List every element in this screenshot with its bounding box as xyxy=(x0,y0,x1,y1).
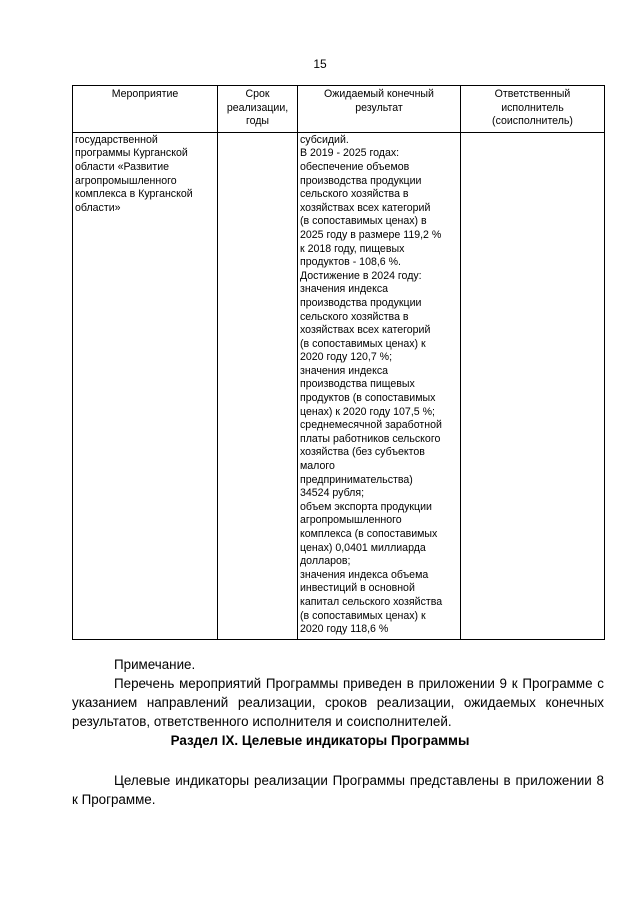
header-result xyxy=(298,86,461,133)
cell-event-text: государственной программы Курганской области «Развитие агропромышленного комплекса в Курганской области» xyxy=(75,133,193,214)
section-heading: Раздел IX. Целевые индикаторы Программы xyxy=(170,733,470,748)
cell-period xyxy=(218,132,298,639)
activities-table xyxy=(72,85,605,640)
cell-executor xyxy=(461,132,605,639)
page-number: 15 xyxy=(313,57,327,71)
cell-result-text: субсидий. В 2019 - 2025 годах: обеспечение объемов производства продукции сельского хозяйства в хозяйствах всех категорий (в сопоставимых ценах) в 2025 году в размере 119,2 % к 2018 году, пищевых продуктов - 108,6 %. Достижение в 2024 году: значения индекса производства продукции сельского хозяйства в хозяйствах всех категорий (в сопоставимых ценах) к 2020 году 120,7 %; значения индекса производства пищевых продуктов (в сопоставимых ценах) к 2020 году 107,5 %; среднемесячной заработной платы работников сельского хозяйства (без субъектов малого предпринимательства) 34524 рубля; объем экспорта продукции агропромышленного комплекса (в сопоставимых ценах) 0,0401 миллиарда долларов; значения индекса объема инвестиций в основной капитал сельского хозяйства (в сопоставимых ценах) к 2020 году 118,6 % xyxy=(300,133,443,636)
note-title: Примечание. xyxy=(114,657,196,672)
table-row xyxy=(73,132,605,639)
cell-event xyxy=(73,132,218,639)
header-event xyxy=(73,86,218,133)
section-text: Целевые индикаторы реализации Программы представлены в приложении 8 к Программе. xyxy=(72,773,604,807)
cell-result xyxy=(298,132,461,639)
header-event-label: Мероприятие xyxy=(111,88,179,100)
header-period xyxy=(218,86,298,133)
header-result-label: Ожидаемый конечный результат xyxy=(324,88,434,114)
note-text: Перечень мероприятий Программы приведен в приложении 9 к Программе с указанием направлений реализации, сроков реализации, ожидаемых конечных результатов, ответственного исполнителя и соисполнителей. xyxy=(72,676,604,729)
header-executor xyxy=(461,86,605,133)
table-header-row xyxy=(73,86,605,133)
header-executor-label: Ответственный исполнитель (соисполнитель) xyxy=(492,88,573,128)
header-period-label: Срок реализации, годы xyxy=(226,88,289,128)
